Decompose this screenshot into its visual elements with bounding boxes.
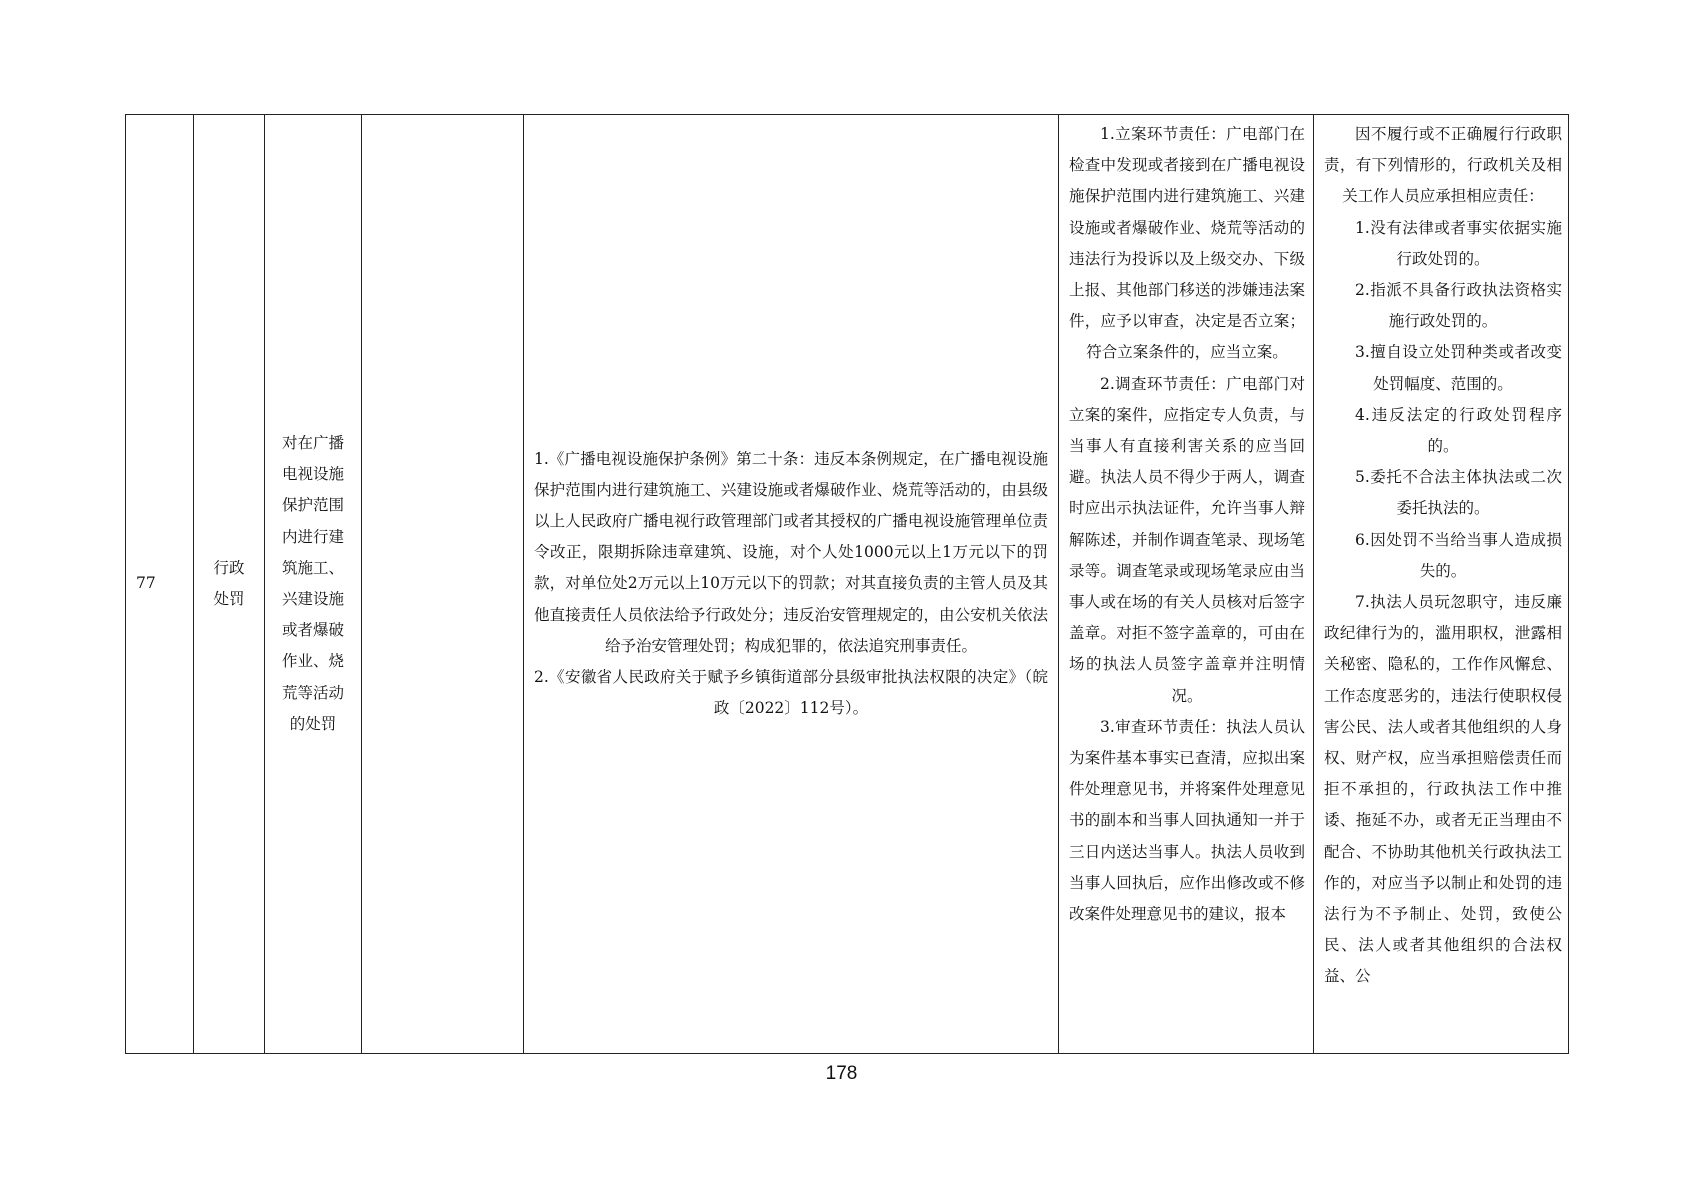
- accountability-3: 3.擅自设立处罚种类或者改变处罚幅度、范围的。: [1355, 343, 1562, 393]
- power-category: 行政处罚: [213, 558, 245, 608]
- power-item-name: 对在广播电视设施保护范围内进行建筑施工、兴建设施或者爆破作业、烧荒等活动的处罚: [281, 433, 344, 733]
- accountability-cell: [1314, 115, 1570, 1053]
- legal-basis-2: 2.《安徽省人民政府关于赋予乡镇街道部分县级审批执法权限的决定》（皖政〔2022〕112号）。: [534, 668, 1048, 718]
- item-name-cell: [265, 115, 362, 1053]
- responsibility-3: 3.审查环节责任：执法人员认为案件基本事实已查清，应拟出案件处理意见书，并将案件处理意见书的副本和当事人回执通知一并于三日内送达当事人。执法人员收到当事人回执后，应作出修改或不修改案件处理意见书的建议，报本: [1069, 717, 1305, 924]
- category-cell: [194, 115, 265, 1053]
- accountability-4: 4.违反法定的行政处罚程序的。: [1355, 405, 1562, 456]
- responsibility-1: 1.立案环节责任：广电部门在检查中发现或者接到在广播电视设施保护范围内进行建筑施工、兴建设施或者爆破作业、烧荒等活动的违法行为投诉以及上级交办、下级上报、其他部门移送的涉嫌违法案件，应予以审查，决定是否立案；符合立案条件的，应当立案。: [1069, 125, 1305, 362]
- row-number-cell: [126, 115, 194, 1053]
- responsibility-cell: [1059, 115, 1314, 1053]
- responsibility-2: 2.调查环节责任：广电部门对立案的案件，应指定专人负责，与当事人有直接利害关系的应当回避。执法人员不得少于两人，调查时应出示执法证件，允许当事人辩解陈述，并制作调查笔录、现场笔录等。调查笔录或现场笔录应由当事人或在场的有关人员核对后签字盖章。对拒不签字盖章的，可由在场的执法人员签字盖章并注明情况。: [1069, 374, 1305, 705]
- row-number: 77: [136, 574, 156, 593]
- accountability-2: 2.指派不具备行政执法资格实施行政处罚的。: [1355, 281, 1562, 331]
- legal-basis-cell: [524, 115, 1059, 1053]
- legal-basis-1: 1.《广播电视设施保护条例》第二十条：违反本条例规定，在广播电视设施保护范围内进行建筑施工、兴建设施或者爆破作业、烧荒等活动的，由县级以上人民政府广播电视行政管理部门或者其授权的广播电视设施管理单位责令改正，限期拆除违章建筑、设施，对个人处1000元以上1万元以下的罚款，对单位处2万元以上10万元以下的罚款；对其直接负责的主管人员及其他直接责任人员依法给予行政处分；违反治安管理规定的，由公安机关依法给予治安管理处罚；构成犯罪的，依法追究刑事责任。: [534, 449, 1048, 655]
- power-list-table: [125, 114, 1569, 1054]
- accountability-1: 1.没有法律或者事实依据实施行政处罚的。: [1355, 218, 1562, 268]
- page-number: 178: [825, 1063, 858, 1084]
- sub-item-cell: [362, 115, 524, 1053]
- accountability-7: 7.执法人员玩忽职守，违反廉政纪律行为的，滥用职权，泄露相关秘密、隐私的，工作作风懈怠、工作态度恶劣的，违法行使职权侵害公民、法人或者其他组织的人身权、财产权，应当承担赔偿责任而拒不承担的，行政执法工作中推诿、拖延不办，或者无正当理由不配合、不协助其他机关行政执法工作的，对应当予以制止和处罚的违法行为不予制止、处罚，致使公民、法人或者其他组织的合法权益、公: [1324, 593, 1562, 986]
- accountability-5: 5.委托不合法主体执法或二次委托执法的。: [1355, 468, 1562, 518]
- legal-basis-text: [534, 444, 1048, 725]
- accountability-intro: 因不履行或不正确履行行政职责，有下列情形的，行政机关及相关工作人员应承担相应责任：: [1324, 125, 1562, 206]
- accountability-6: 6.因处罚不当给当事人造成损失的。: [1355, 530, 1562, 580]
